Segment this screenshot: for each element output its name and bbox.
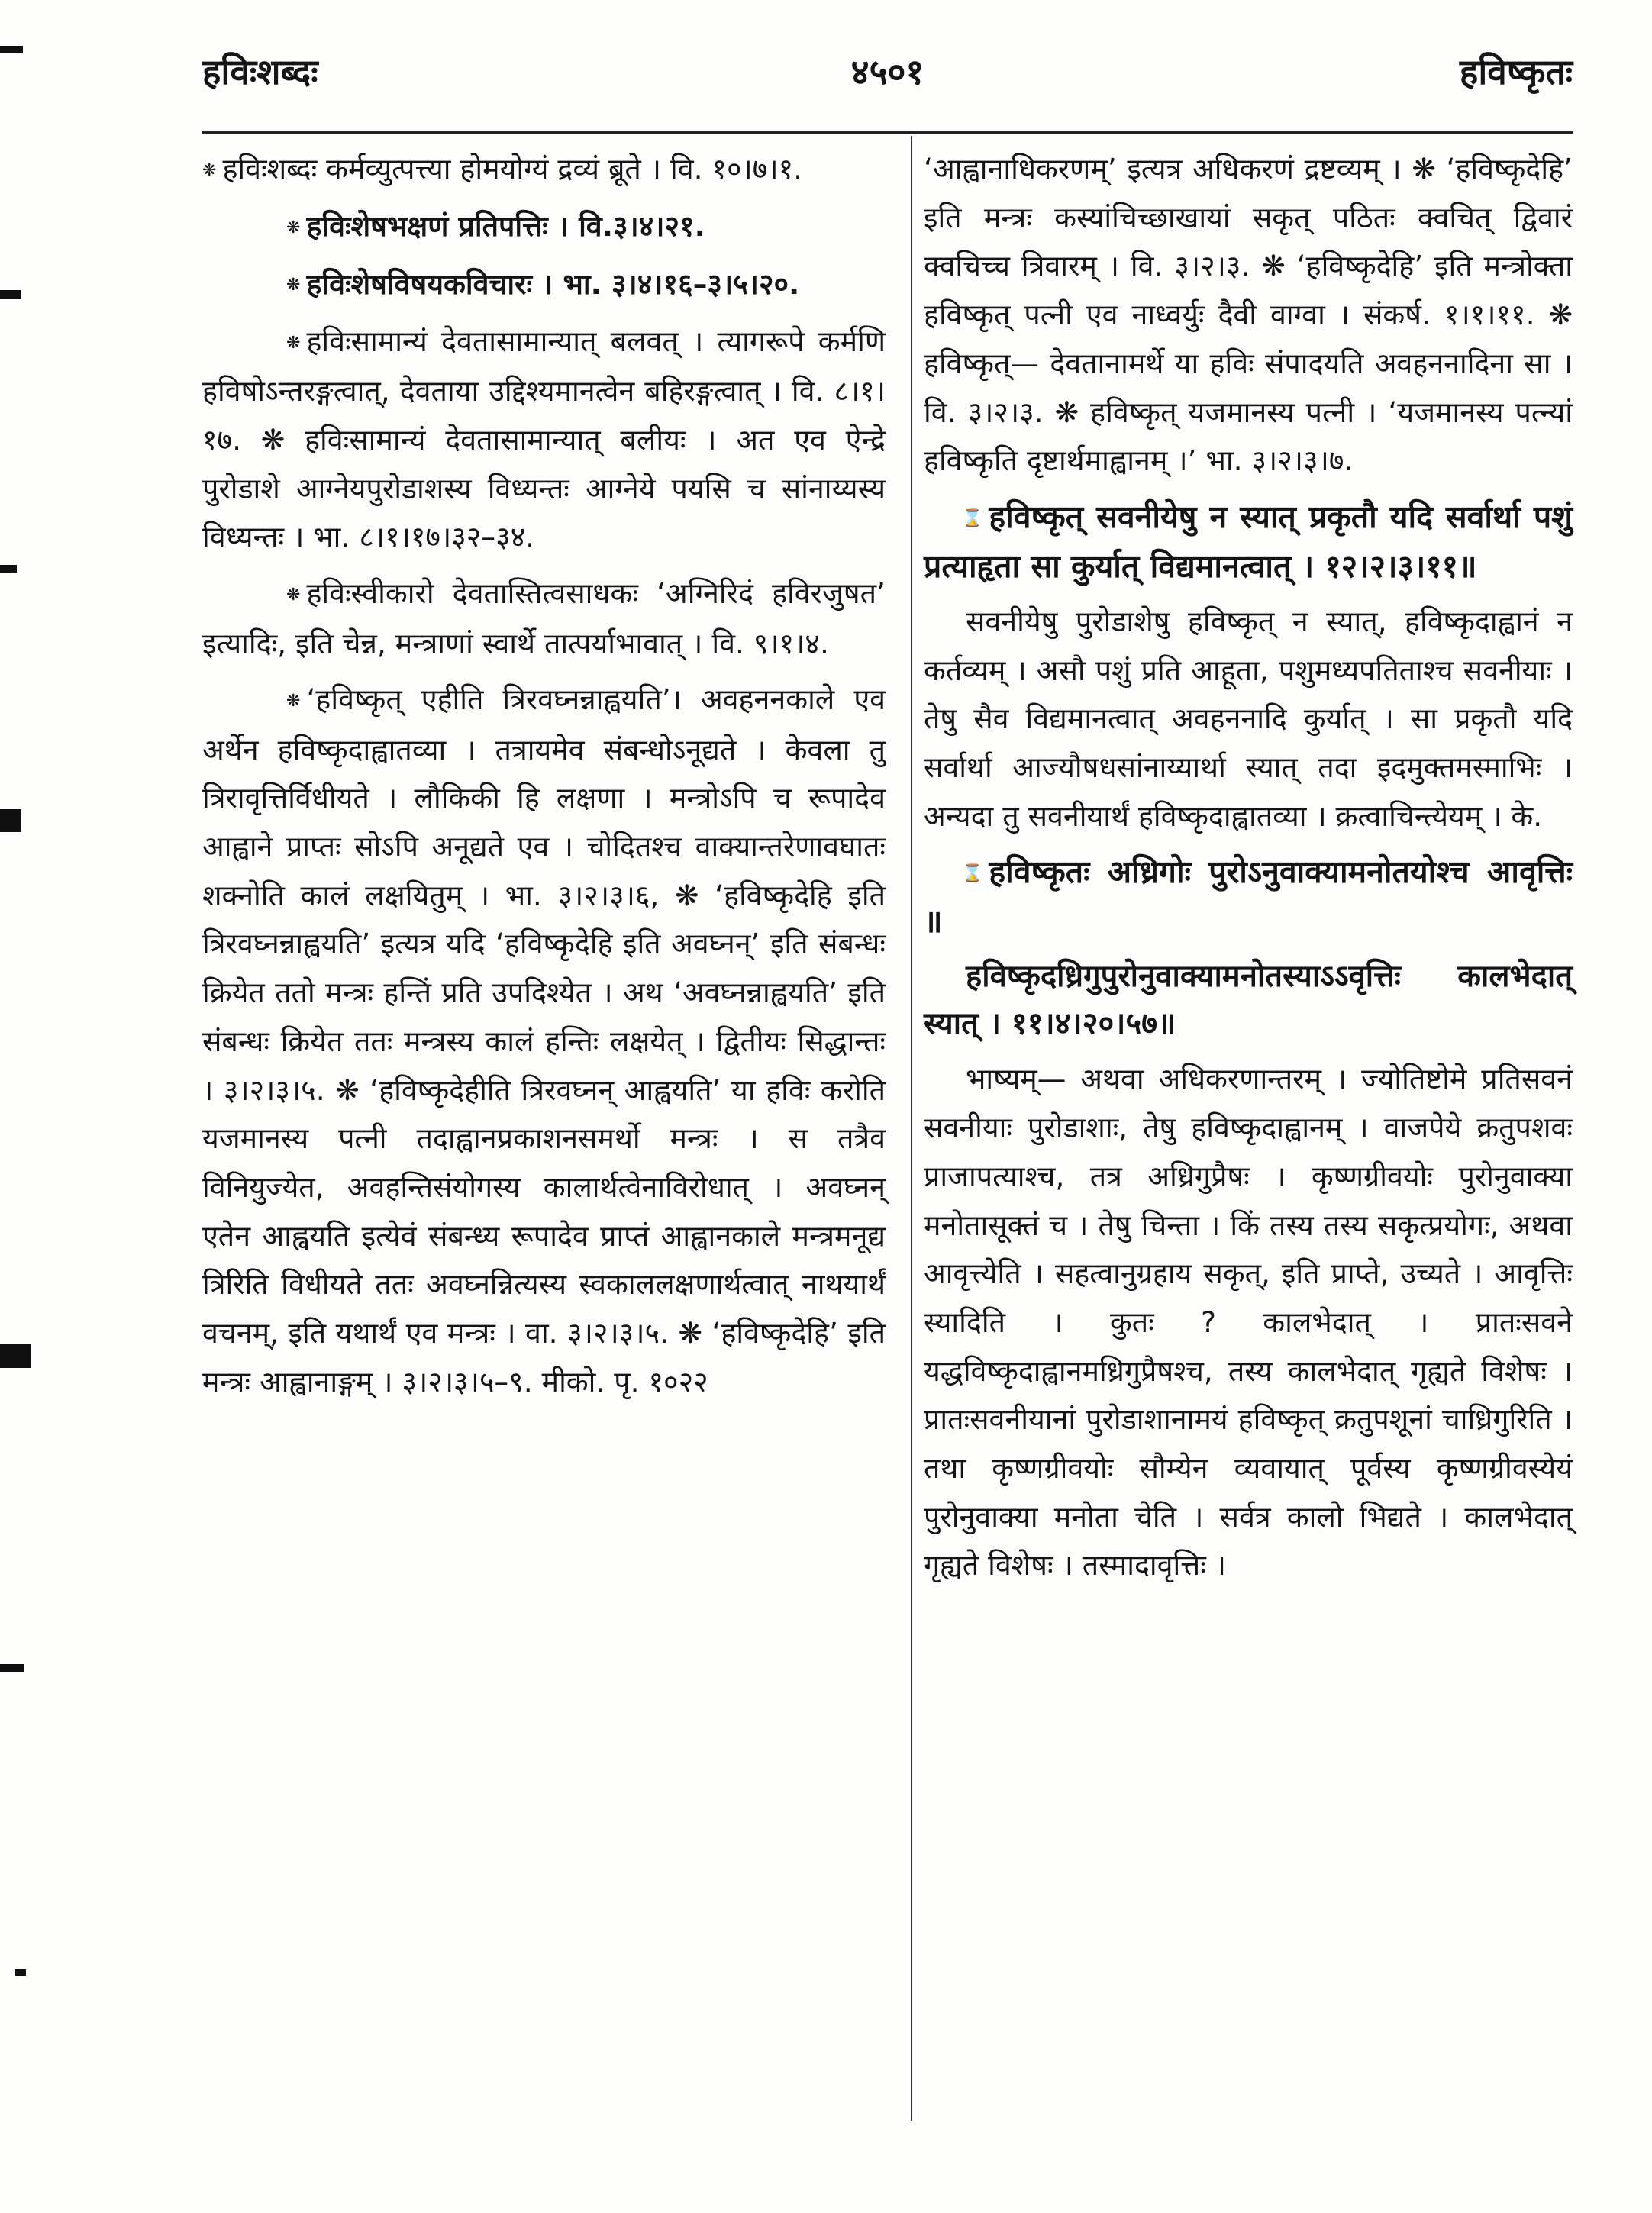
entry — [202, 569, 886, 668]
star-icon: ❋ — [202, 160, 217, 180]
sutra-text: हविष्कृतः अध्रिगोः पुरोऽनुवाक्यामनोतयोश्च आवृत्तिः ॥ — [924, 853, 1573, 940]
scan-mark — [0, 565, 17, 573]
commentary: सवनीयेषु पुरोडाशेषु हविष्कृत् न स्यात्, हविष्कृदाह्वानं न कर्तव्यम् । असौ पशुं प्रति आहूता, पशुमध्यपतिताश्च सवनीयाः । तेषु सैव विद्यमानत्वात् अवहननादि कुर्यात् । सा प्रकृतौ यदि सर्वार्था आज्यौषधसांनाय्यार्था स्यात् तदा इदमुक्तमस्माभिः । अन्यदा तु सवनीयार्थं हविष्कृदाह्वातव्या । क्रत्वाचिन्त्येयम् । के. — [924, 604, 1573, 833]
column-divider — [911, 136, 912, 2121]
star-icon: ❋ — [286, 333, 301, 353]
scan-mark — [15, 1969, 26, 1976]
entry: ‘आह्वानाधिकरणम्’ इत्यत्र अधिकरणं द्रष्टव्यम् । ❋ ‘हविष्कृदेहि’ इति मन्त्रः कस्यांचिच्छाखायां सकृत् पठितः क्वचित् द्विवारं क्वचिच्च त्रिवारम् । वि. ३।२।३. ❋ ‘हविष्कृदेहि’ इति मन्त्रोक्ता हविष्कृत् पत्नी एव नाध्वर्युः दैवी वाग्वा । संकर्ष. १।१।११. ❋ हविष्कृत्— देवतानामर्थे या हविः संपादयति अवहननादिना सा । वि. ३।२।३. ❋ हविष्कृत् यजमानस्य पत्नी । ‘यजमानस्य पत्न्यां हविष्कृति दृष्टार्थमाह्वानम् ।’ भा. ३।२।३।७. — [924, 152, 1573, 478]
hourglass-icon: ⌛ — [962, 864, 983, 884]
star-icon: ❋ — [286, 276, 301, 295]
header-right-word: हविष्कृतः — [1459, 51, 1573, 92]
page-header — [202, 47, 1573, 101]
entry-text: ‘हविष्कृत् एहीति त्रिरवघ्नन्नाह्वयति’। अवहननकाले एव अर्थेन हविष्कृदाह्वातव्या । तत्रायमेव संबन्धोऽनूद्यते । केवला तु त्रिरावृत्तिर्विधीयते । लौकिकी हि लक्षणा । मन्त्रोऽपि च रूपादेव आह्वाने प्राप्तः सोऽपि अनूद्यते एव । चोदितश्च वाक्यान्तरेणावघातः शक्नोति कालं लक्षयितुम् । भा. ३।२।३।६, ❋ ‘हविष्कृदेहि इति त्रिरवघ्नन्नाह्वयति’ इत्यत्र यदि ‘हविष्कृदेहि इति अवघ्नन्’ इति संबन्धः क्रियेत ततो मन्त्रः हन्तिं प्रति उपदिश्येत । अथ ‘अवघ्नन्नाह्वयति’ इति संबन्धः क्रियेत ततः मन्त्रस्य कालं हन्तिः लक्षयेत् । द्वितीयः सिद्धान्तः । ३।२।३।५. ❋ ‘हविष्कृदेहीति त्रिरवघ्नन् आह्वयति’ या हविः करोति यजमानस्य पत्नी तदाह्वानप्रकाशनसमर्थो मन्त्रः । स तत्रैव विनियुज्येत, अवहन्तिसंयोगस्य कालार्थत्वेनाविरोधात् । अवघ्नन् एतेन आह्वयति इत्येवं संबन्ध्य रूपादेव प्राप्तं आह्वानकाले मन्त्रमनूद्य त्रिरिति विधीयते ततः अवघ्नन्नित्यस्य स्वकाललक्षणार्थत्वात् नाथयार्थं वचनम्, इति यथार्थं एव मन्त्रः । वा. ३।२।३।५. ❋ ‘हविष्कृदेहि’ इति मन्त्रः आह्वानाङ्गम् । ३।२।३।५–९. मीको. पृ. १०२२ — [202, 682, 886, 1398]
entry — [202, 676, 886, 1406]
star-icon: ❋ — [286, 585, 301, 605]
scan-mark — [0, 1664, 24, 1672]
scan-mark — [0, 1344, 31, 1368]
entry — [202, 145, 886, 195]
header-rule — [202, 131, 1573, 134]
left-column — [202, 145, 886, 1414]
star-icon: ❋ — [286, 691, 301, 711]
sutra — [924, 493, 1573, 590]
entry-text: हविःसामान्यं देवतासामान्यात् बलवत् । त्यागरूपे कर्मणि हविषोऽन्तरङ्गत्वात्, देवताया उद्दिश्यमानत्वेन बहिरङ्गत्वात् । वि. ८।१।१७. ❋ हविःसामान्यं देवतासामान्यात् बलीयः । अत एव ऐन्द्रे पुरोडाशे आग्नेयपुरोडाशस्य विध्यन्तः आग्नेये पयसि च सांनाय्यस्य विध्यन्तः । भा. ८।१।१७।३२–३४. — [202, 324, 886, 554]
scan-mark — [0, 809, 21, 832]
right-column — [924, 145, 1573, 1598]
entry-text: हविःशेषभक्षणं प्रतिपत्तिः । वि.३।४।२१. — [306, 209, 705, 244]
entry — [202, 202, 886, 252]
entry-text: हविःशेषविषयकविचारः । भा. ३।४।१६–३।५।२०. — [306, 266, 800, 301]
scan-mark — [0, 290, 21, 299]
page-number: ४५०१ — [850, 51, 924, 92]
entry-text: हविःशब्दः कर्मव्युत्पत्त्या होमयोग्यं द्रव्यं ब्रूते । वि. १०।७।१. — [222, 152, 803, 185]
entry-text: हविःस्वीकारो देवतास्तित्वसाधकः ‘अग्निरिदं हविरजुषत’ इत्यादिः, इति चेन्न, मन्त्राणां स्वार्थे तात्पर्याभावात् । वि. ९।१।४. — [202, 576, 886, 660]
hourglass-icon: ⌛ — [962, 508, 983, 528]
sutra — [924, 848, 1573, 945]
entry — [202, 318, 886, 562]
scan-mark — [0, 46, 23, 53]
star-icon: ❋ — [286, 218, 301, 237]
entry — [202, 260, 886, 310]
header-left-word: हविःशब्दः — [202, 51, 318, 92]
sutra-text: हविष्कृत् सवनीयेषु न स्यात् प्रकृतौ यदि सर्वार्था पशुं प्रत्याहृता सा कुर्यात् विद्यमानत्वात् । १२।२।३।११॥ — [924, 498, 1573, 585]
commentary: भाष्यम्— अथवा अधिकरणान्तरम् । ज्योतिष्टोमे प्रतिसवनं सवनीयाः पुरोडाशाः, तेषु हविष्कृदाह्वानम् । वाजपेये क्रतुपशवः प्राजापत्याश्च, तत्र अध्रिगुप्रैषः । कृष्णग्रीवयोः पुरोनुवाक्या मनोतासूक्तं च । तेषु चिन्ता । किं तस्य तस्य सकृत्प्रयोगः, अथवा आवृत्त्येति । सहत्वानुग्रहाय सकृत्, इति प्राप्ते, उच्यते । आवृत्तिः स्यादिति । कुतः ? कालभेदात् । प्रातःसवने यद्धविष्कृदाह्वानमध्रिगुप्रैषश्च, तस्य कालभेदात् गृह्यते विशेषः । प्रातःसवनीयानां पुरोडाशानामयं हविष्कृत् क्रतुपशूनां चाध्रिगुरिति । तथा कृष्णग्रीवयोः सौम्येन व्यवायात् पूर्वस्य कृष्णग्रीवस्येयं पुरोनुवाक्या मनोता चेति । सर्वत्र कालो भिद्यते । कालभेदात् गृह्यते विशेषः । तस्मादावृत्तिः । — [924, 1062, 1573, 1582]
sutra: हविष्कृदध्रिगुपुरोनुवाक्यामनोतस्याऽऽवृत्तिः कालभेदात् स्यात् । ११।४।२०।५७॥ — [924, 959, 1573, 1042]
